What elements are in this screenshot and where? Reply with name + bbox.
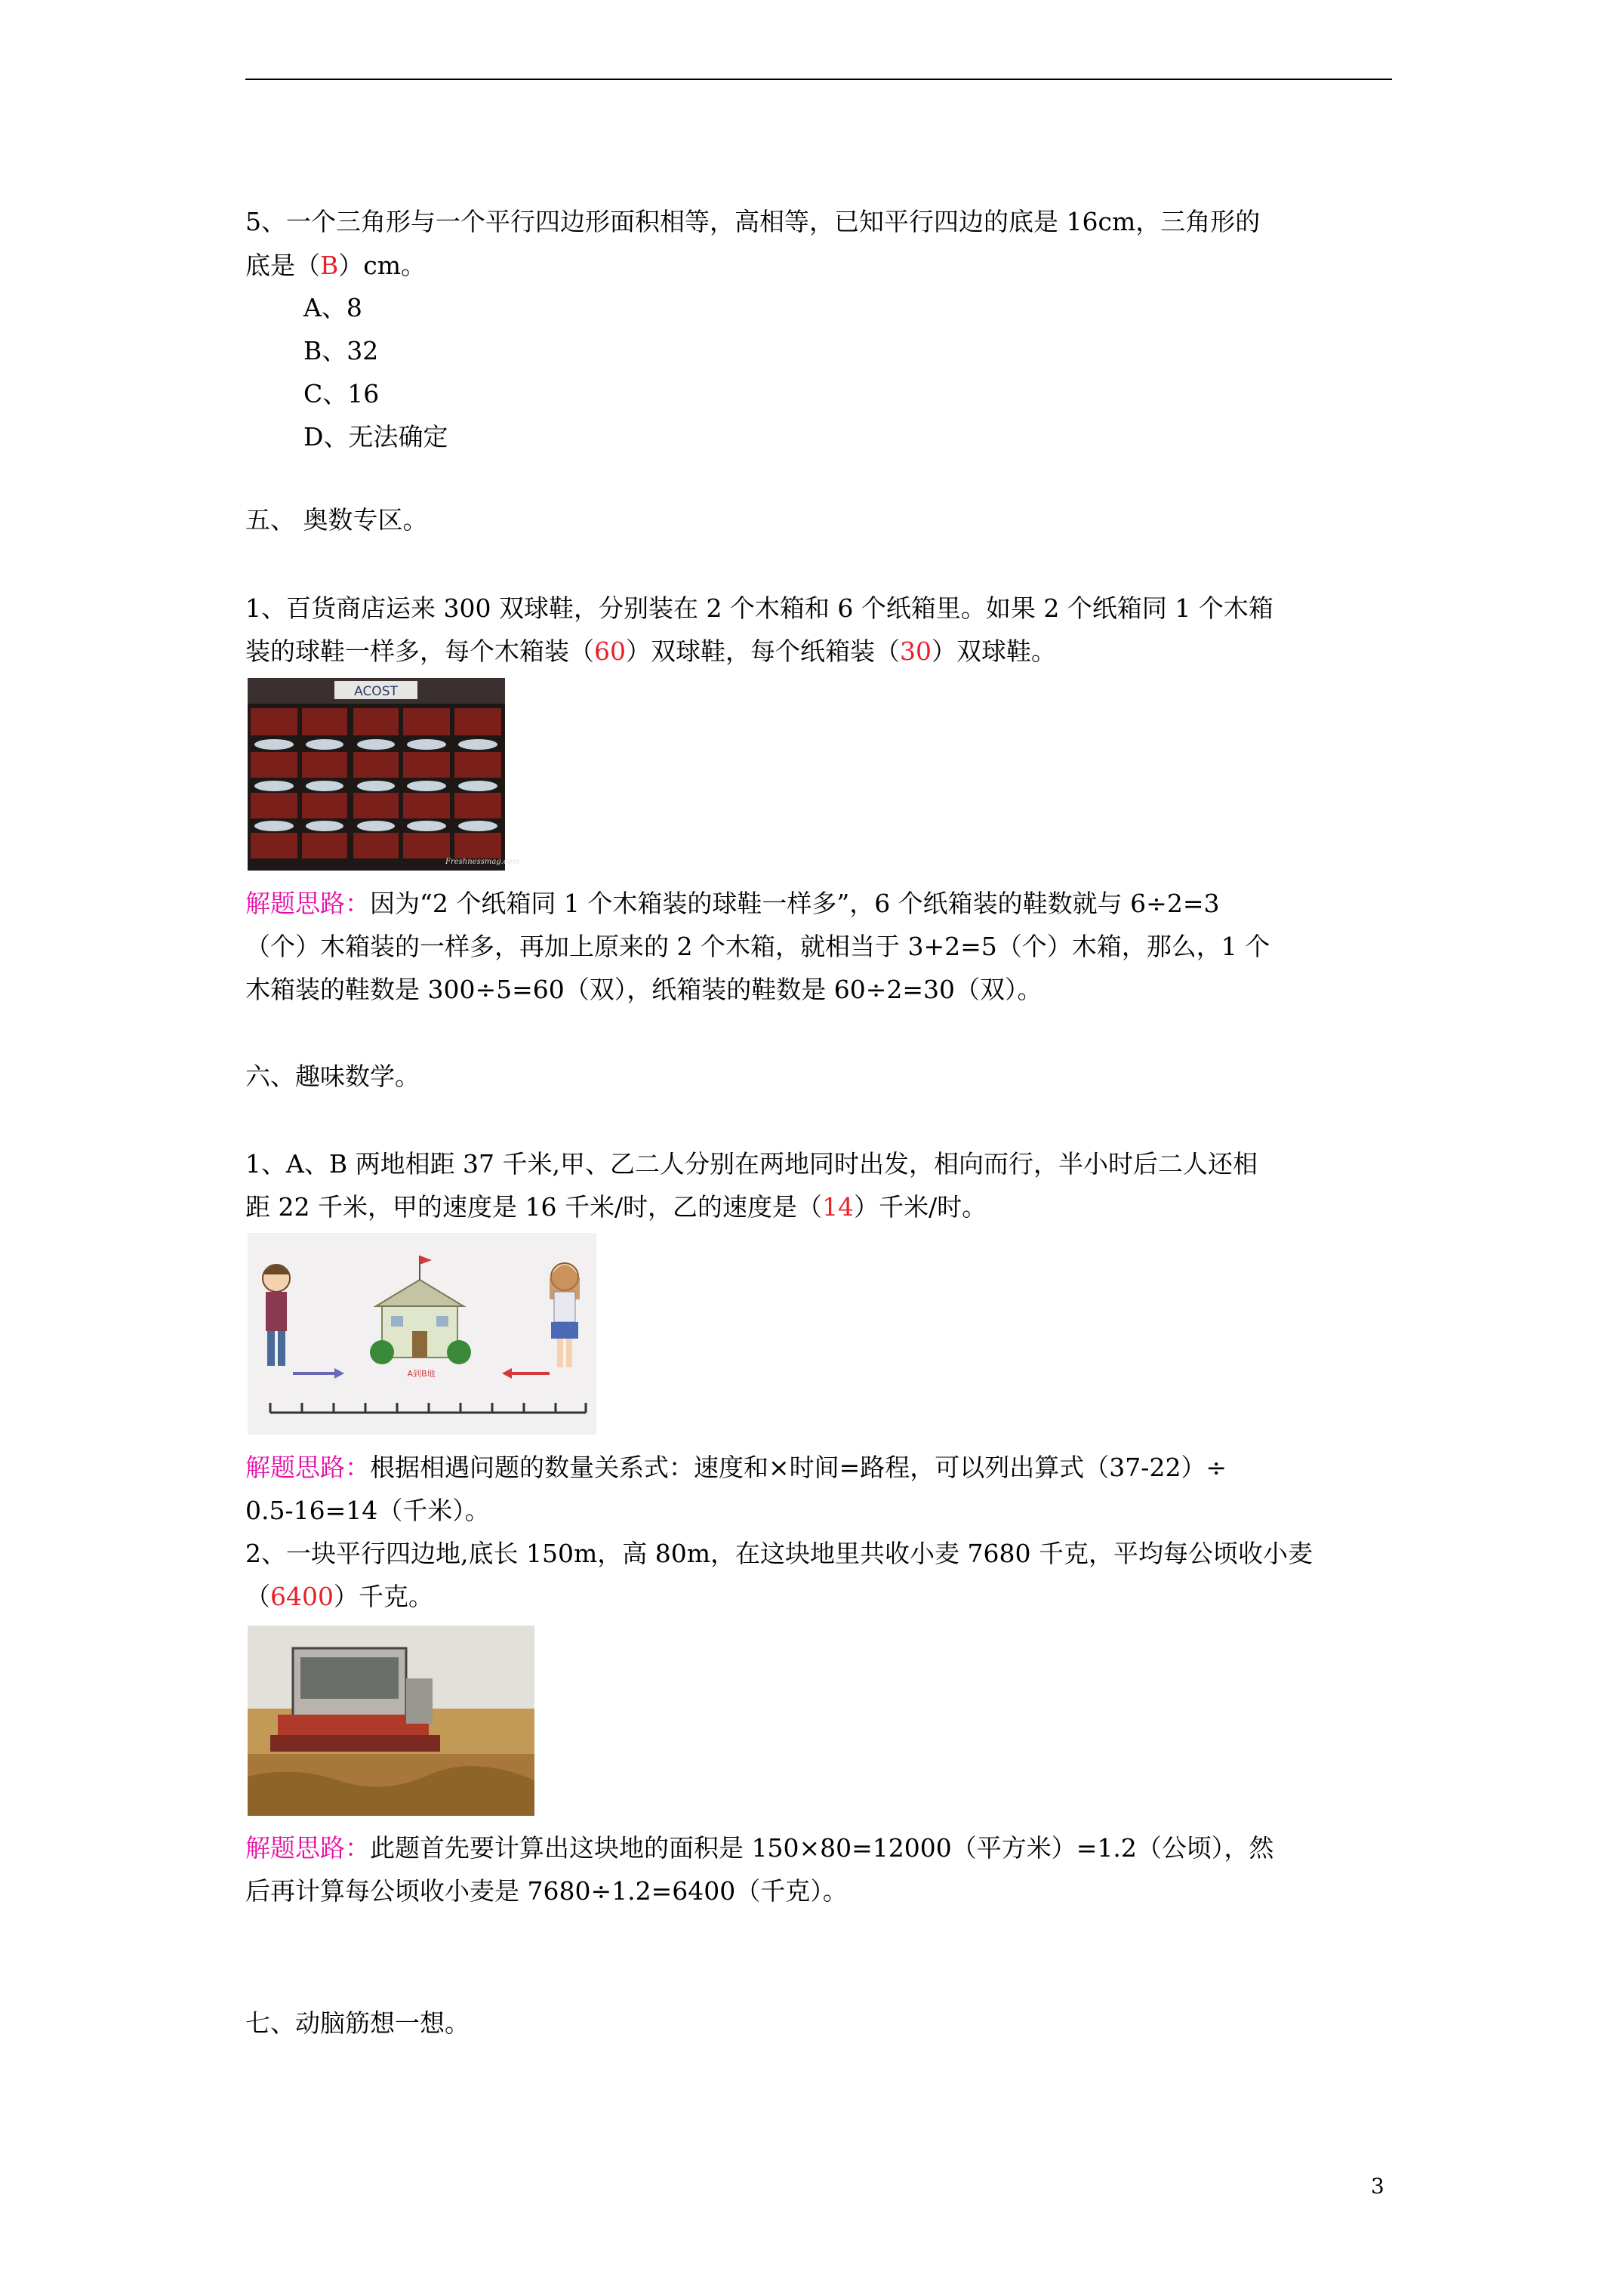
shoe-answer-1: 60 bbox=[594, 636, 626, 666]
shoe-question-line-2 bbox=[245, 636, 1056, 667]
shoe-text-a: 装的球鞋一样多，每个木箱装（ bbox=[245, 636, 594, 666]
shoe-solution-text-1: 因为“2 个纸箱同 1 个木箱装的球鞋一样多”，6 个纸箱装的鞋数就与 6÷2=3 bbox=[370, 889, 1220, 918]
meeting-caption: A到B地 bbox=[407, 1369, 436, 1379]
field-solution-line-2: 后再计算每公顷收小麦是 7680÷1.2=6400（千克）。 bbox=[245, 1876, 848, 1906]
q5-line-1: 5、一个三角形与一个平行四边形面积相等，高相等，已知平行四边的底是 16cm，三角形的 bbox=[245, 207, 1261, 236]
field-question-line-2 bbox=[245, 1582, 433, 1612]
meeting-illustration bbox=[248, 1233, 596, 1435]
shoe-solution-line-3: 木箱装的鞋数是 300÷5=60（双），纸箱装的鞋数是 60÷2=30（双）。 bbox=[245, 975, 1042, 1004]
q5-answer: B bbox=[320, 251, 339, 280]
shoe-store-image bbox=[248, 678, 519, 871]
harvester-photo bbox=[248, 1626, 534, 1816]
section-7-title: 七、动脑筋想一想。 bbox=[245, 2008, 470, 2038]
travel-solution-line-1 bbox=[245, 1453, 1227, 1483]
travel-text-a: 距 22 千米，甲的速度是 16 千米/时，乙的速度是（ bbox=[245, 1192, 823, 1222]
travel-question-line-2 bbox=[245, 1192, 987, 1222]
field-solution-line-1 bbox=[245, 1833, 1273, 1863]
shoe-answer-2: 30 bbox=[900, 636, 932, 666]
shoe-question-line-1: 1、百货商店运来 300 双球鞋，分别装在 2 个木箱和 6 个纸箱里。如果 2 个纸箱同 1 个木箱 bbox=[245, 593, 1273, 623]
shoe-solution-line-2: （个）木箱装的一样多，再加上原来的 2 个木箱，就相当于 3+2=5（个）木箱，那么，1 个 bbox=[245, 932, 1270, 961]
q5-option-b: B、32 bbox=[303, 336, 379, 365]
q5-option-a: A、8 bbox=[303, 293, 362, 322]
field-solution-text-1: 此题首先要计算出这块地的面积是 150×80=12000（平方米）=1.2（公顷），然 bbox=[370, 1833, 1274, 1863]
q5-option-c: C、16 bbox=[303, 379, 380, 408]
travel-question-line-1: 1、A、B 两地相距 37 千米,甲、乙二人分别在两地同时出发，相向而行，半小时后二人还相 bbox=[245, 1149, 1258, 1179]
q5-option-d: D、无法确定 bbox=[303, 422, 448, 451]
travel-solution-text-1: 根据相遇问题的数量关系式：速度和×时间=路程，可以列出算式（37-22）÷ bbox=[370, 1453, 1227, 1482]
field-text-a: （ bbox=[245, 1582, 270, 1611]
travel-solution-label: 解题思路： bbox=[245, 1453, 370, 1482]
section-5-title: 五、 奥数专区。 bbox=[245, 505, 428, 535]
shoe-watermark-text: Freshnessmag.com bbox=[445, 858, 519, 866]
travel-text-b: ）千米/时。 bbox=[854, 1192, 987, 1222]
field-solution-label: 解题思路： bbox=[245, 1833, 370, 1863]
shoe-text-c: ）双球鞋。 bbox=[932, 636, 1056, 666]
travel-answer: 14 bbox=[822, 1192, 855, 1222]
q5-line-2 bbox=[245, 251, 426, 281]
field-question-line-1: 2、一块平行四边地,底长 150m，高 80m，在这块地里共收小麦 7680 千克，平均每公顷收小麦 bbox=[245, 1539, 1313, 1568]
shoe-solution-label: 解题思路： bbox=[245, 889, 370, 918]
header-rule bbox=[245, 79, 1392, 80]
q5-text-b: ）cm。 bbox=[338, 251, 427, 280]
field-text-b: ）千克。 bbox=[333, 1582, 433, 1611]
shoe-text-b: ）双球鞋，每个纸箱装（ bbox=[626, 636, 900, 666]
page-number: 3 bbox=[1371, 2174, 1384, 2199]
q5-text-a: 底是（ bbox=[245, 251, 320, 280]
section-6-title: 六、趣味数学。 bbox=[245, 1062, 420, 1091]
travel-solution-line-2: 0.5-16=14（千米）。 bbox=[245, 1496, 490, 1525]
shoe-solution-line-1 bbox=[245, 889, 1219, 919]
shoe-sign-text: ACOST bbox=[354, 684, 398, 699]
field-answer: 6400 bbox=[270, 1582, 334, 1611]
